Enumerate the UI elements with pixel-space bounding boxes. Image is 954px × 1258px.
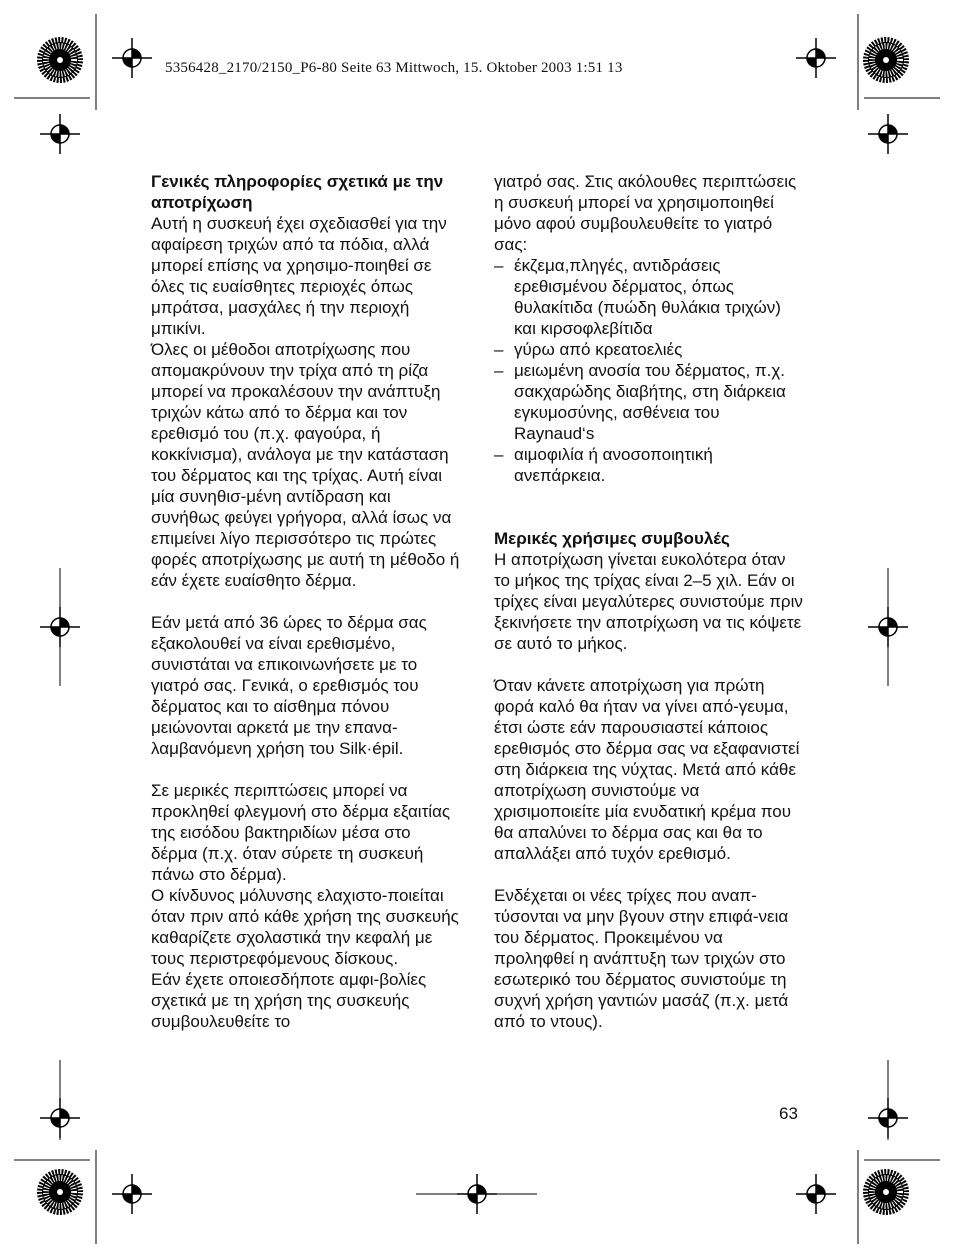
paragraph: Όλες οι μέθοδοι αποτρίχωσης που απομακρύνουν την τρίχα από τη ρίζα μπορεί να προκαλέσουν την ανάπτυξη τριχών κάτω από το δέρμα και τον ερεθισμό του (π.χ. φαγούρα, ή κοκκίνισμα), ανάλογα με την κατάσταση του δέρματος και της τρίχας. Αυτή είναι μία συνηθισ-μένη αντίδραση και συνήθως φεύγει γρήγορα, αλλά ίσως να επιμείνει λίγο περισσότερο τις πρώτες φορές αποτρίχωσης με αυτή τη μέθοδο ή εάν έχετε ευαίσθητο δέρμα. [151,340,460,590]
paragraph: Εάν μετά από 36 ώρες το δέρμα σας εξακολουθεί να είναι ερεθισμένο, συνιστάται να επικοινωνήσετε με το γιατρό σας. Γενικά, ο ερεθισμός του δέρματος και το αίσθημα πόνου μειώνονται αρκετά με την επανα-λαμβανόμενη χρήση του Silk·épil. [151,613,427,758]
print-header: 5356428_2170/2150_P6-80 Seite 63 Mittwoch, 15. Oktober 2003 1:51 13 [165,60,623,76]
dash-bullet: – [494,256,504,275]
paragraph: Ενδέχεται οι νέες τρίχες που αναπ-τύσονται να μην βγουν στην επιφά-νεια του δέρματος. Προκειμένου να προληφθεί η ανάπτυξη των τριχών στο εσωτερικό του δέρματος συνιστούμε τη συχνή χρήση γαντιών μασάζ (π.χ. μετά από το ντους). [494,886,789,1031]
list-item-text: γύρω από κρεατοελιές [514,340,683,359]
dash-bullet: – [494,361,504,380]
paragraph: γιατρό σας. Στις ακόλουθες περιπτώσεις η συσκευή μπορεί να χρησιμοποιηθεί μόνο αφού συμβουλευθείτε το γιατρό σας: [494,172,797,254]
section-heading-general: Γενικές πληροφορίες σχετικά με την αποτρίχωση [151,172,444,212]
paragraph: Σε μερικές περιπτώσεις μπορεί να προκληθεί φλεγμονή στο δέρμα εξαιτίας της εισόδου βακτηριδίων μέσα στο δέρμα (π.χ. όταν σύρετε τη συσκευή πάνω στο δέρμα). [151,781,451,884]
paragraph: Όταν κάνετε αποτρίχωση για πρώτη φορά καλό θα ήταν να γίνει από-γευμα, έτσι ώστε εάν παρουσιαστεί κάποιος ερεθισμός στο δέρμα σας να εξαφανιστεί στη διάρκεια της νύχτας. Μετά από κάθε αποτρίχωση συνιστούμε να χρισιμοποιείτε μία ενυδατική κρέμα που θα απαλύνει το δέρμα σας και θα το απαλλάξει από τυχόν ερεθισμό. [494,676,800,863]
paragraph: Εάν έχετε οποιεσδήποτε αμφι-βολίες σχετικά με τη χρήση της συσκευής συμβουλευθείτε το [151,970,427,1031]
paragraph: Αυτή η συσκευή έχει σχεδιασθεί για την αφαίρεση τριχών από τα πόδια, αλλά μπορεί επίσης να χρησιμο-ποιηθεί σε όλες τις ευαίσθητες περιοχές όπως μπράτσα, μασχάλες ή την περιοχή μπικίνι. [151,214,447,338]
dash-bullet: – [494,340,504,359]
dash-bullet: – [494,445,504,464]
paragraph: Η αποτρίχωση γίνεται ευκολότερα όταν το μήκος της τρίχας είναι 2–5 χιλ. Εάν οι τρίχες είναι μεγαλύτερες συνιστούμε πριν ξεκινήσετε την αποτρίχωση να τις κόψετε σε αυτό το μήκος. [494,550,803,653]
page-number: 63 [779,1104,798,1123]
list-item-text: αιμοφιλία ή ανοσοποιητική ανεπάρκεια. [514,445,713,485]
paragraph: Ο κίνδυνος μόλυνσης ελαχιστο-ποιείται όταν πριν από κάθε χρήση της συσκευής καθαρίζετε σχολαστικά την κεφαλή με τους περιστρεφόμενους δίσκους. [151,886,459,968]
section-heading-tips: Μερικές χρήσιμες συμβουλές [494,529,730,548]
list-item-text: μειωμένη ανοσία του δέρματος, π.χ. σακχαρώδης διαβήτης, στη διάρκεια εγκυμοσύνης, ασθένεια του Raynaud‘s [514,361,786,443]
list-item-text: έκζεμα,πληγές, αντιδράσεις ερεθισμένου δέρματος, όπως θυλακίτιδα (πυώδη θυλάκια τριχών) και κιρσοφλεβίτιδα [514,256,781,338]
